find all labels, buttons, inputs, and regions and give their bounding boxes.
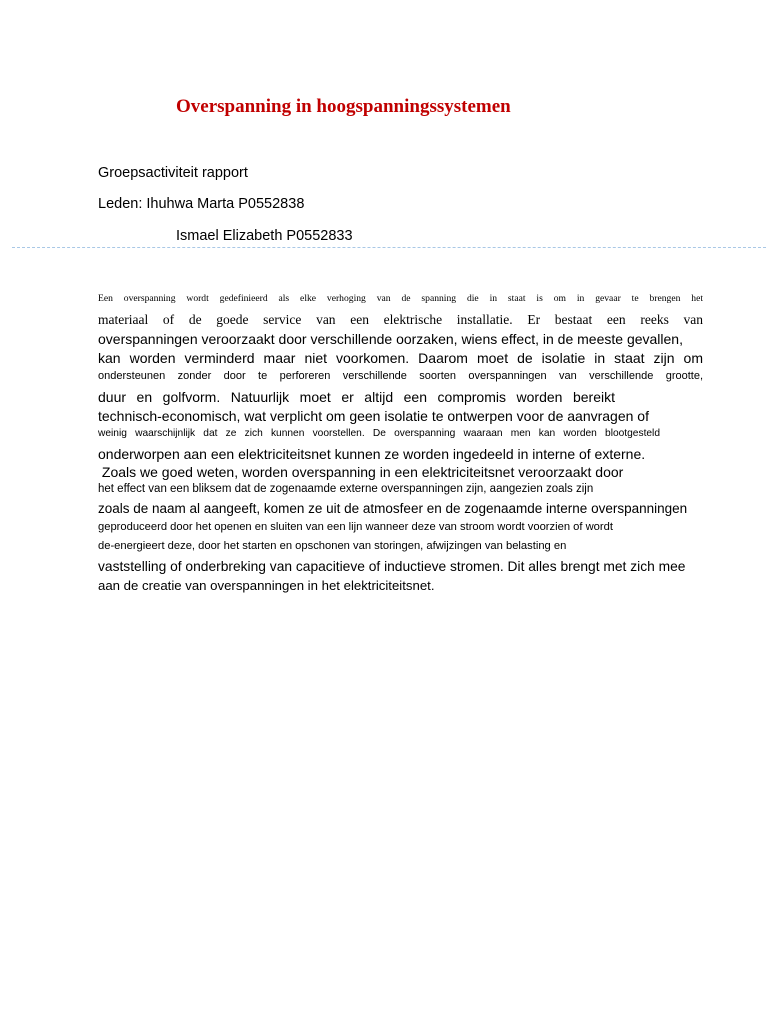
body-line: weinig waarschijnlijk dat ze zich kunnen voorstellen. De overspanning waaraan men kan worden blootgesteld — [98, 428, 660, 439]
body-line: aan de creatie van overspanningen in het elektriciteitsnet. — [98, 578, 435, 593]
body-line: het effect van een bliksem dat de zogenaamde externe overspanningen zijn, aangezien zoals zijn — [98, 483, 594, 495]
body-line: ondersteunen zonder door te perforeren verschillende soorten overspanningen van verschillende grootte, — [98, 370, 703, 382]
body-line: Een overspanning wordt gedefinieerd als elke verhoging van de spanning die in staat is om in gevaar te brengen het — [98, 293, 703, 304]
report-type: Groepsactiviteit rapport — [98, 165, 248, 181]
members-line: Leden: Ihuhwa Marta P0552838 — [98, 196, 305, 212]
body-line: materiaal of de goede service van een elektrische installatie. Er bestaat een reeks van — [98, 312, 703, 327]
member-2: Ismael Elizabeth P0552833 — [176, 228, 353, 244]
document-title: Overspanning in hoogspanningssystemen — [176, 96, 511, 117]
body-line: geproduceerd door het openen en sluiten van een lijn wanneer deze van stroom wordt voorzien of wordt — [98, 521, 613, 533]
body-line: overspanningen veroorzaakt door verschillende oorzaken, wiens effect, in de meeste gevallen, — [98, 331, 683, 347]
body-line: vaststelling of onderbreking van capacitieve of inductieve stromen. Dit alles brengt met zich mee — [98, 559, 686, 574]
section-divider — [12, 247, 766, 248]
body-line: kan worden verminderd maar niet voorkomen. Daarom moet de isolatie in staat zijn om — [98, 350, 703, 366]
body-line: duur en golfvorm. Natuurlijk moet er altijd een compromis worden bereikt — [98, 389, 615, 405]
body-line: technisch-economisch, wat verplicht om geen isolatie te ontwerpen voor de aanvragen of — [98, 408, 649, 424]
body-line: zoals de naam al aangeeft, komen ze uit de atmosfeer en de zogenaamde interne overspanningen — [98, 501, 688, 516]
body-line: de-energieert deze, door het starten en opschonen van storingen, afwijzingen van belasting en — [98, 540, 567, 552]
body-line: onderworpen aan een elektriciteitsnet kunnen ze worden ingedeeld in interne of externe. — [98, 446, 646, 462]
body-line: Zoals we goed weten, worden overspanning in een elektriciteitsnet veroorzaakt door — [98, 464, 624, 480]
